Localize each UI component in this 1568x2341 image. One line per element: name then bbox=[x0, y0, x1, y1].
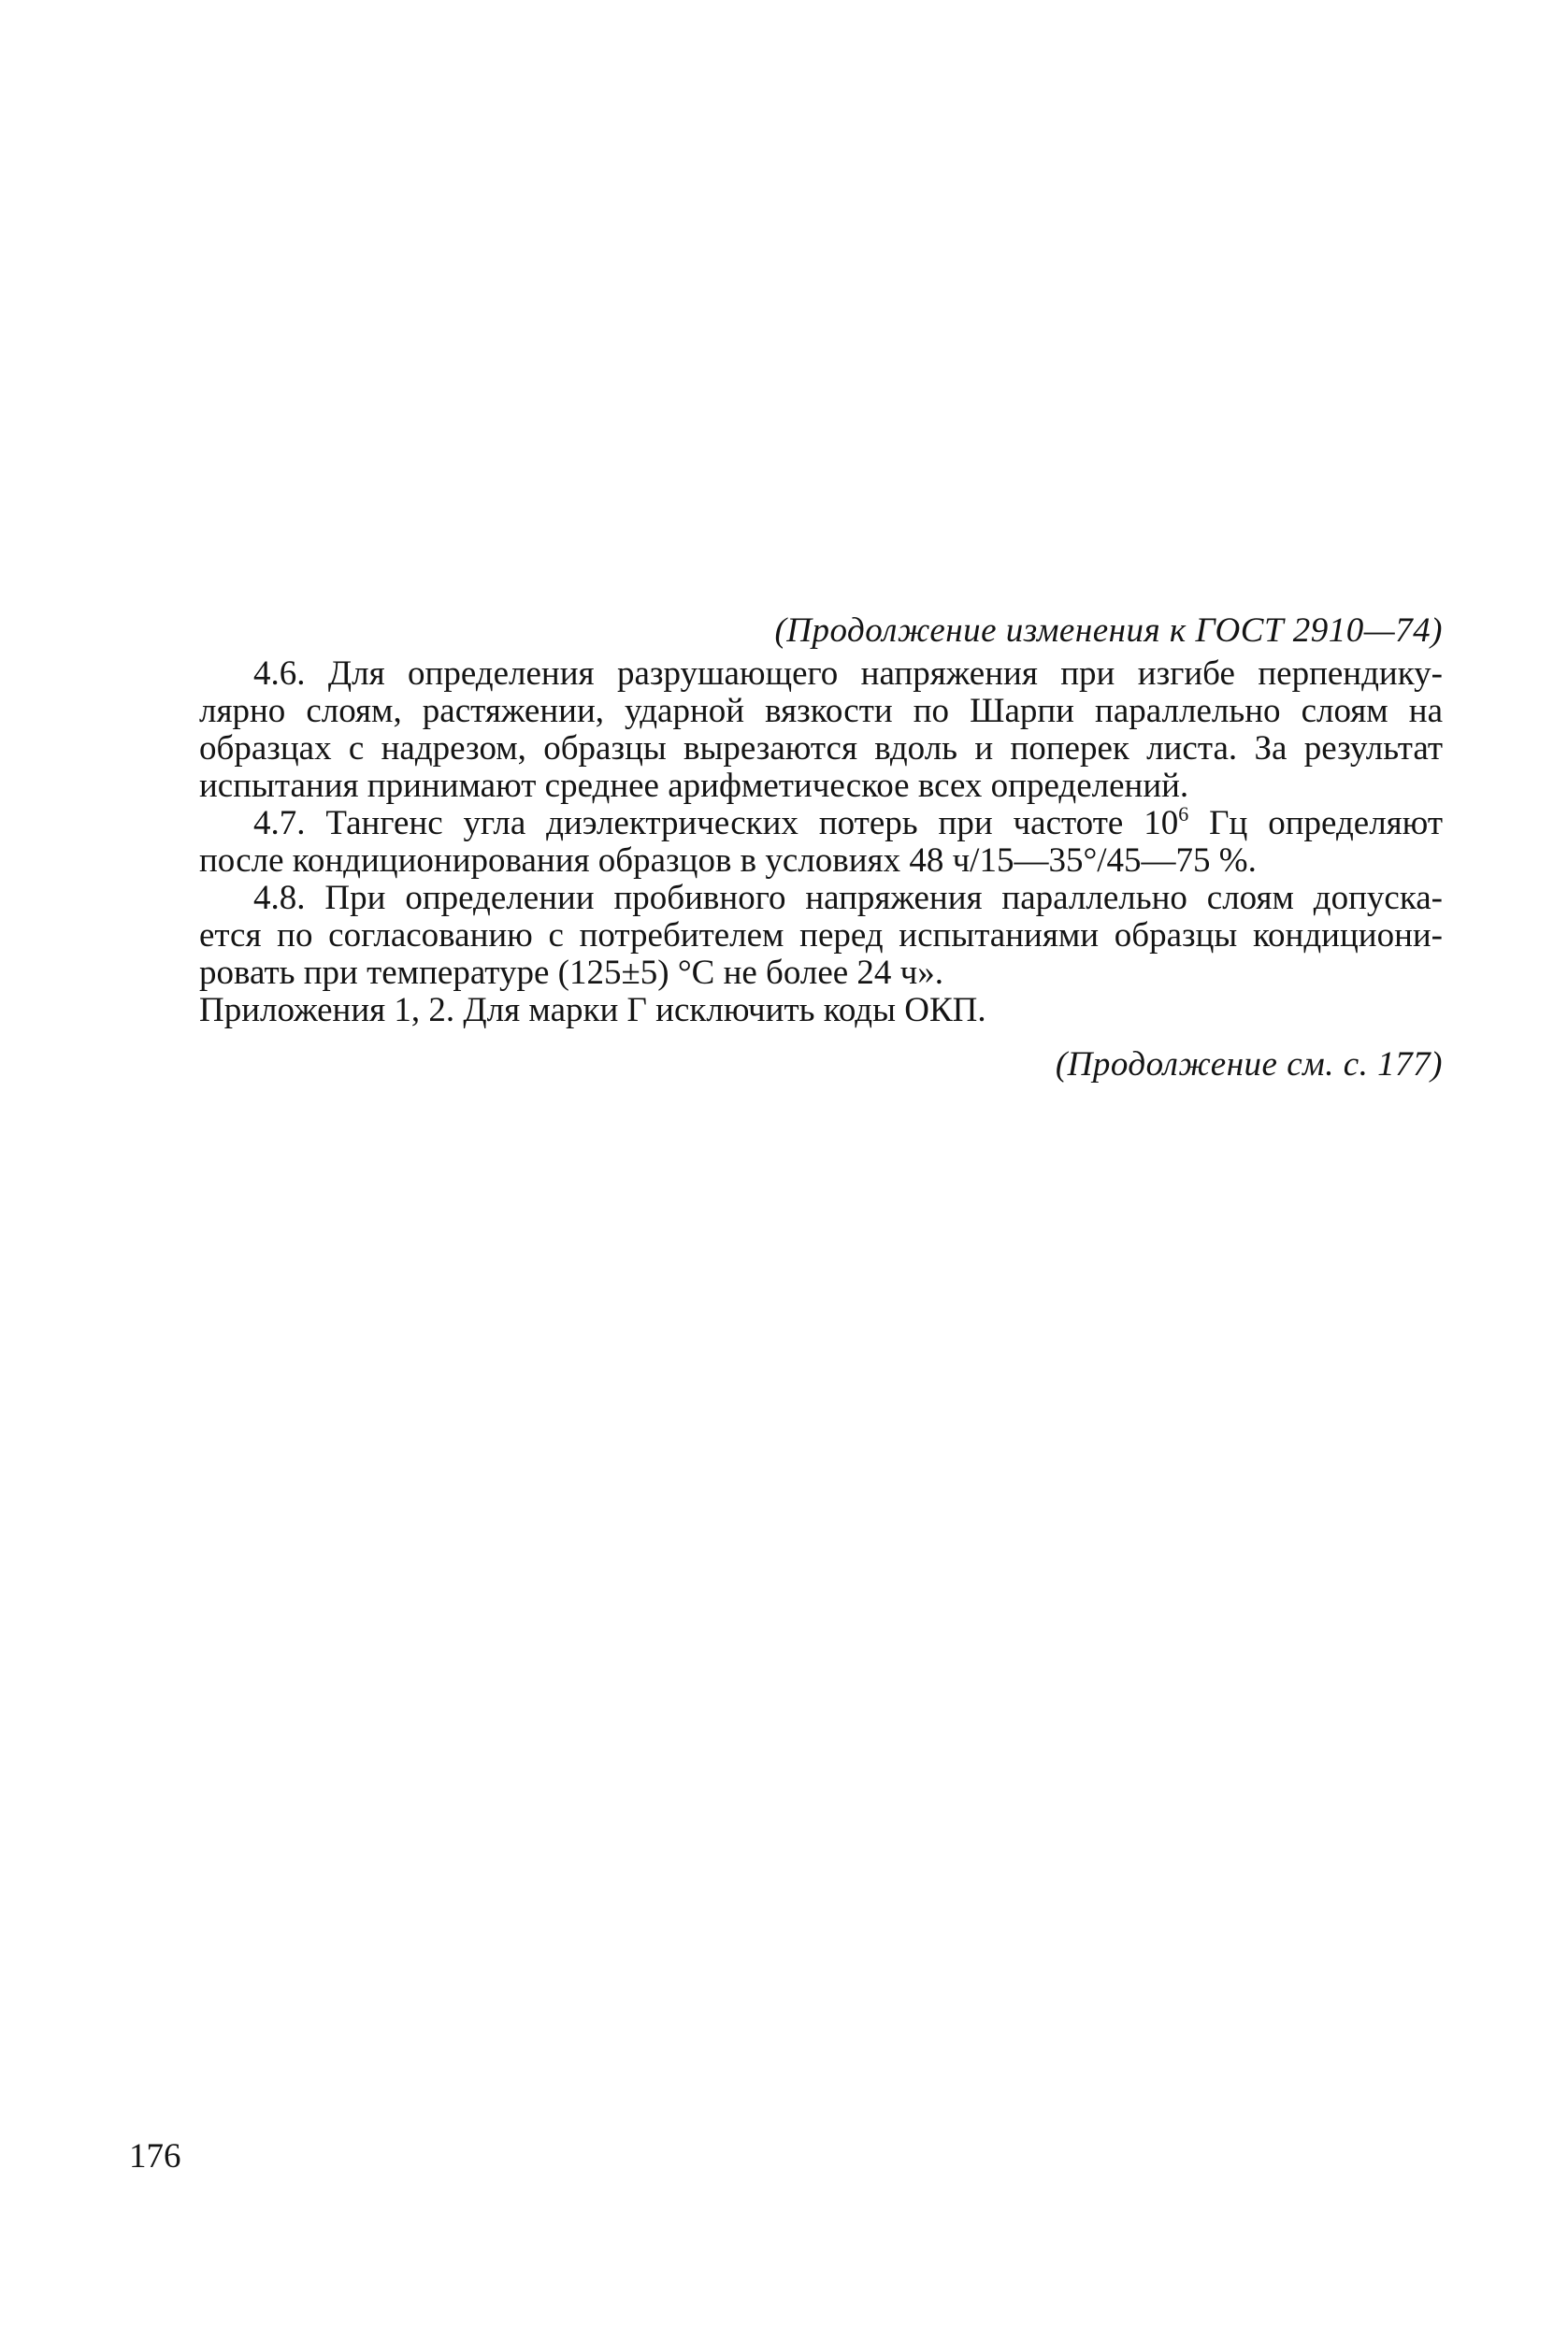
paragraph-appendix bbox=[199, 992, 1443, 1029]
paragraph-line-text: 4.7. Тангенс угла диэлектрических потерь при частоте 10 bbox=[253, 804, 1179, 842]
paragraph-line: ровать при температуре (125±5) °С не более 24 ч». bbox=[199, 954, 944, 992]
paragraph-line: испытания принимают среднее арифметическое всех определений. bbox=[199, 767, 1189, 805]
superscript-exponent: 6 bbox=[1178, 802, 1189, 826]
paragraph-line: Приложения 1, 2. Для марки Г исключить коды ОКП. bbox=[199, 991, 986, 1029]
paragraph-line: лярно слоям, растяжении, ударной вязкости по Шарпи параллельно слоям на bbox=[199, 692, 1443, 730]
paragraph-4-8 bbox=[199, 880, 1443, 992]
paragraph-4-6 bbox=[199, 655, 1443, 805]
page-number: 176 bbox=[129, 2137, 181, 2176]
paragraph-4-7 bbox=[199, 802, 1444, 880]
paragraph-line: после кондиционирования образцов в условиях 48 ч/15—35°/45—75 %. bbox=[199, 841, 1257, 880]
paragraph-line bbox=[199, 802, 1444, 842]
paragraph-line: образцах с надрезом, образцы вырезаются вдоль и поперек листа. За результат bbox=[199, 729, 1443, 768]
text-block bbox=[199, 612, 1443, 1084]
continuation-header: (Продолжение изменения к ГОСТ 2910—74) bbox=[774, 611, 1443, 650]
continuation-footer: (Продолжение см. с. 177) bbox=[1055, 1045, 1443, 1084]
paragraph-line: 4.8. При определении пробивного напряжения параллельно слоям допуска- bbox=[253, 879, 1443, 917]
paragraph-line: ется по согласованию с потребителем перед испытаниями образцы кондициони- bbox=[199, 916, 1443, 955]
paragraph-line-text: Гц определяют bbox=[1188, 804, 1444, 842]
paragraph-line: 4.6. Для определения разрушающего напряжения при изгибе перпендику- bbox=[253, 654, 1443, 693]
